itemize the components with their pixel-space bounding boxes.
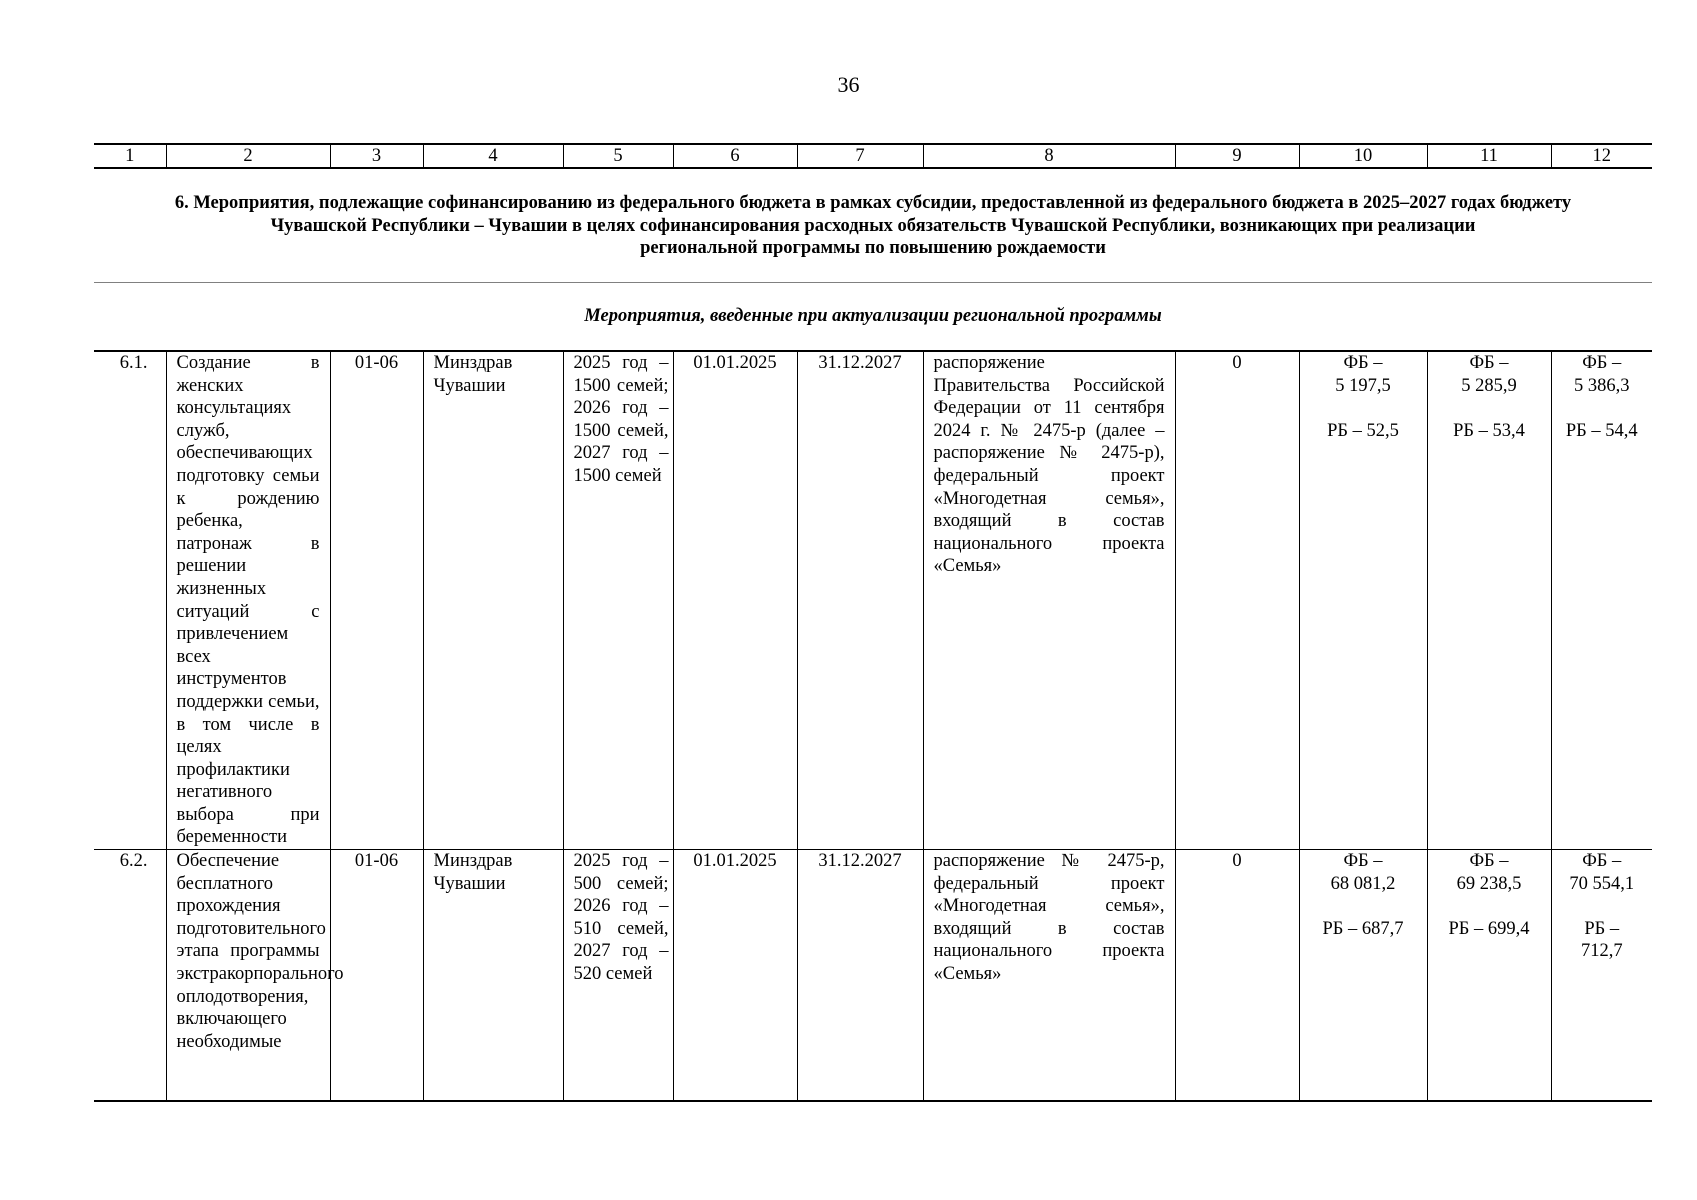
fb-value: 5 197,5 <box>1335 375 1391 396</box>
fb-label: ФБ – <box>1582 353 1622 373</box>
column-number: 12 <box>1551 144 1652 168</box>
column-number: 3 <box>330 144 423 168</box>
spacer <box>1428 895 1551 918</box>
funding-2027 <box>1551 850 1652 1102</box>
funding-2027 <box>1551 351 1652 850</box>
legal-basis: распоряжение № 2475-р, федеральный проект «Многодетная семья», входящий в состав национального проекта «Семья» <box>923 850 1175 1102</box>
fb-label: ФБ – <box>1469 851 1509 872</box>
column-number: 4 <box>423 144 563 168</box>
spacer <box>1428 397 1551 420</box>
column-number-row <box>94 144 1652 168</box>
column-number: 7 <box>797 144 923 168</box>
fb-label: ФБ – <box>1343 353 1383 373</box>
rb-value: РБ – 53,4 <box>1453 420 1525 441</box>
start-date: 01.01.2025 <box>673 351 797 850</box>
subsection-title: Мероприятия, введенные при актуализации региональной программы <box>584 306 1162 326</box>
expected-result: 2025 год – 1500 семей; 2026 год – 1500 семей, 2027 год – 1500 семей <box>563 351 673 850</box>
row-number: 6.1. <box>94 351 166 850</box>
column-9-value: 0 <box>1175 351 1299 850</box>
fb-value: 5 285,9 <box>1461 375 1517 396</box>
rb-value: РБ – 699,4 <box>1448 918 1530 939</box>
fb-label: ФБ – <box>1469 353 1509 373</box>
section-title-line: 6. Мероприятия, подлежащие софинансированию из федерального бюджета в рамках субсидии, предоставленной из федерального бюджета в 2025–2027 годах бюджету <box>174 193 1572 213</box>
spacer <box>1552 397 1653 420</box>
column-number: 1 <box>94 144 166 168</box>
page-number: 36 <box>837 72 860 97</box>
fb-label: ФБ – <box>1582 851 1622 872</box>
measure-name: Обеспечение бесплатного прохождения подготовительного этапа программы экстракорпорального оплодотворения, включающего необходимые <box>166 850 330 1102</box>
column-number: 11 <box>1427 144 1551 168</box>
end-date: 31.12.2027 <box>797 850 923 1102</box>
funding-2026 <box>1427 351 1551 850</box>
rb-value: РБ – 52,5 <box>1327 420 1399 441</box>
column-number: 9 <box>1175 144 1299 168</box>
fb-value: 70 554,1 <box>1569 873 1635 894</box>
measure-name: Создание в женских консультациях служб, обеспечивающих подготовку семьи к рождению ребенка, патронаж в решении жизненных ситуаций с привлечением всех инструментов поддержки семьи, в том числе в целях профилактики негативного выбора при беременности <box>166 351 330 850</box>
section-title <box>94 192 1652 260</box>
funding-2026 <box>1427 850 1551 1102</box>
measures-table <box>94 350 1652 1102</box>
table-row <box>94 850 1652 1102</box>
column-number: 10 <box>1299 144 1427 168</box>
spacer <box>1552 895 1653 918</box>
rb-value: 712,7 <box>1580 941 1623 962</box>
fb-label: ФБ – <box>1343 851 1383 872</box>
rb-value: РБ – 687,7 <box>1322 918 1404 939</box>
start-date: 01.01.2025 <box>673 850 797 1102</box>
column-number: 2 <box>166 144 330 168</box>
end-date: 31.12.2027 <box>797 351 923 850</box>
section-title-line: региональной программы по повышению рождаемости <box>640 238 1106 259</box>
spacer <box>1300 397 1427 420</box>
spacer <box>1300 895 1427 918</box>
expected-result: 2025 год – 500 семей; 2026 год – 510 семей, 2027 год – 520 семей <box>563 850 673 1102</box>
executor: Минздрав Чувашии <box>423 850 563 1102</box>
rb-value: РБ – 54,4 <box>1565 420 1638 441</box>
funding-2025 <box>1299 351 1427 850</box>
row-number: 6.2. <box>94 850 166 1102</box>
rb-label: РБ – <box>1584 918 1620 939</box>
table-row <box>94 351 1652 850</box>
executor: Минздрав Чувашии <box>423 351 563 850</box>
column-9-value: 0 <box>1175 850 1299 1102</box>
column-number: 8 <box>923 144 1175 168</box>
fb-value: 68 081,2 <box>1330 873 1396 894</box>
fb-value: 69 238,5 <box>1456 873 1522 894</box>
column-number: 5 <box>563 144 673 168</box>
funding-2025 <box>1299 850 1427 1102</box>
column-number-header <box>94 143 1652 169</box>
legal-basis: распоряжение Правительства Российской Федерации от 11 сентября 2024 г. № 2475-р (далее – распоряжение № 2475-р), федеральный проект «Многодетная семья», входящий в состав национального проекта «Семья» <box>923 351 1175 850</box>
divider <box>94 282 1652 283</box>
target-code: 01-06 <box>330 850 423 1102</box>
column-number: 6 <box>673 144 797 168</box>
fb-value: 5 386,3 <box>1574 375 1630 396</box>
target-code: 01-06 <box>330 351 423 850</box>
section-title-line: Чувашской Республики – Чувашии в целях софинансирования расходных обязательств Чувашской Республики, возникающих при реализации <box>270 215 1476 236</box>
